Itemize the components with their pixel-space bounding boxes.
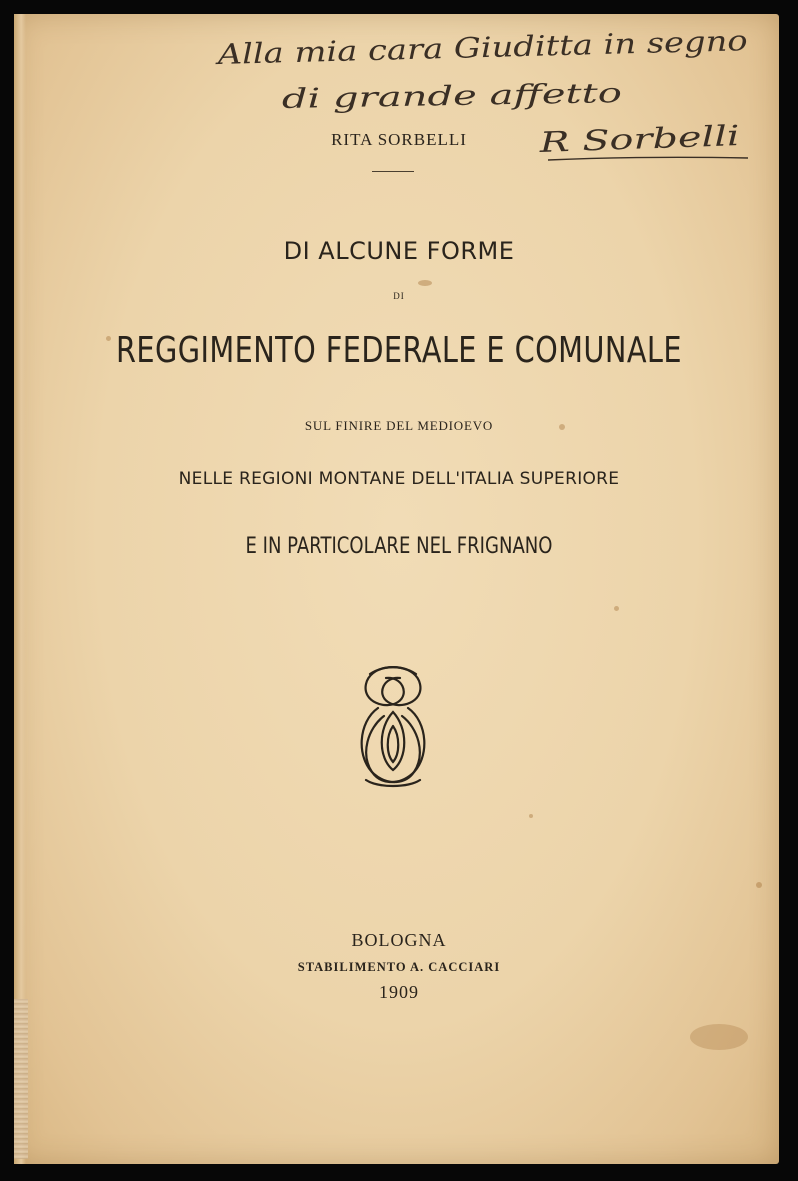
foxing-stain: [418, 280, 432, 286]
author-name: RITA SORBELLI: [331, 130, 467, 149]
title-connector: DI: [393, 291, 405, 301]
author-divider: [372, 171, 414, 172]
main-title: REGGIMENTO FEDERALE E COMUNALE: [116, 330, 682, 371]
subtitle-1: SUL FINIRE DEL MEDIOEVO: [304, 418, 494, 433]
imprint-year: 1909: [379, 982, 419, 1002]
dedication-line-1: Alla mia cara Giuditta in segno: [217, 26, 659, 71]
dedication-line-2: di grande affetto: [281, 80, 512, 115]
foxing-stain: [529, 814, 533, 818]
title-line-1: DI ALCUNE FORME: [283, 237, 515, 265]
imprint-printer: STABILIMENTO A. CACCIARI: [297, 960, 501, 974]
subtitle-2: NELLE REGIONI MONTANE DELL'ITALIA SUPERIORE: [178, 469, 620, 489]
foxing-stain: [756, 882, 762, 888]
foxing-stain: [614, 606, 619, 611]
dedication-signature: R Sorbelli: [539, 121, 681, 159]
spine-wear: [14, 999, 28, 1159]
imprint-city: BOLOGNA: [351, 930, 447, 950]
interlaced-knot-emblem-icon: [348, 662, 438, 792]
foxing-stain: [690, 1024, 748, 1050]
subtitle-3: E IN PARTICOLARE NEL FRIGNANO: [245, 534, 553, 559]
